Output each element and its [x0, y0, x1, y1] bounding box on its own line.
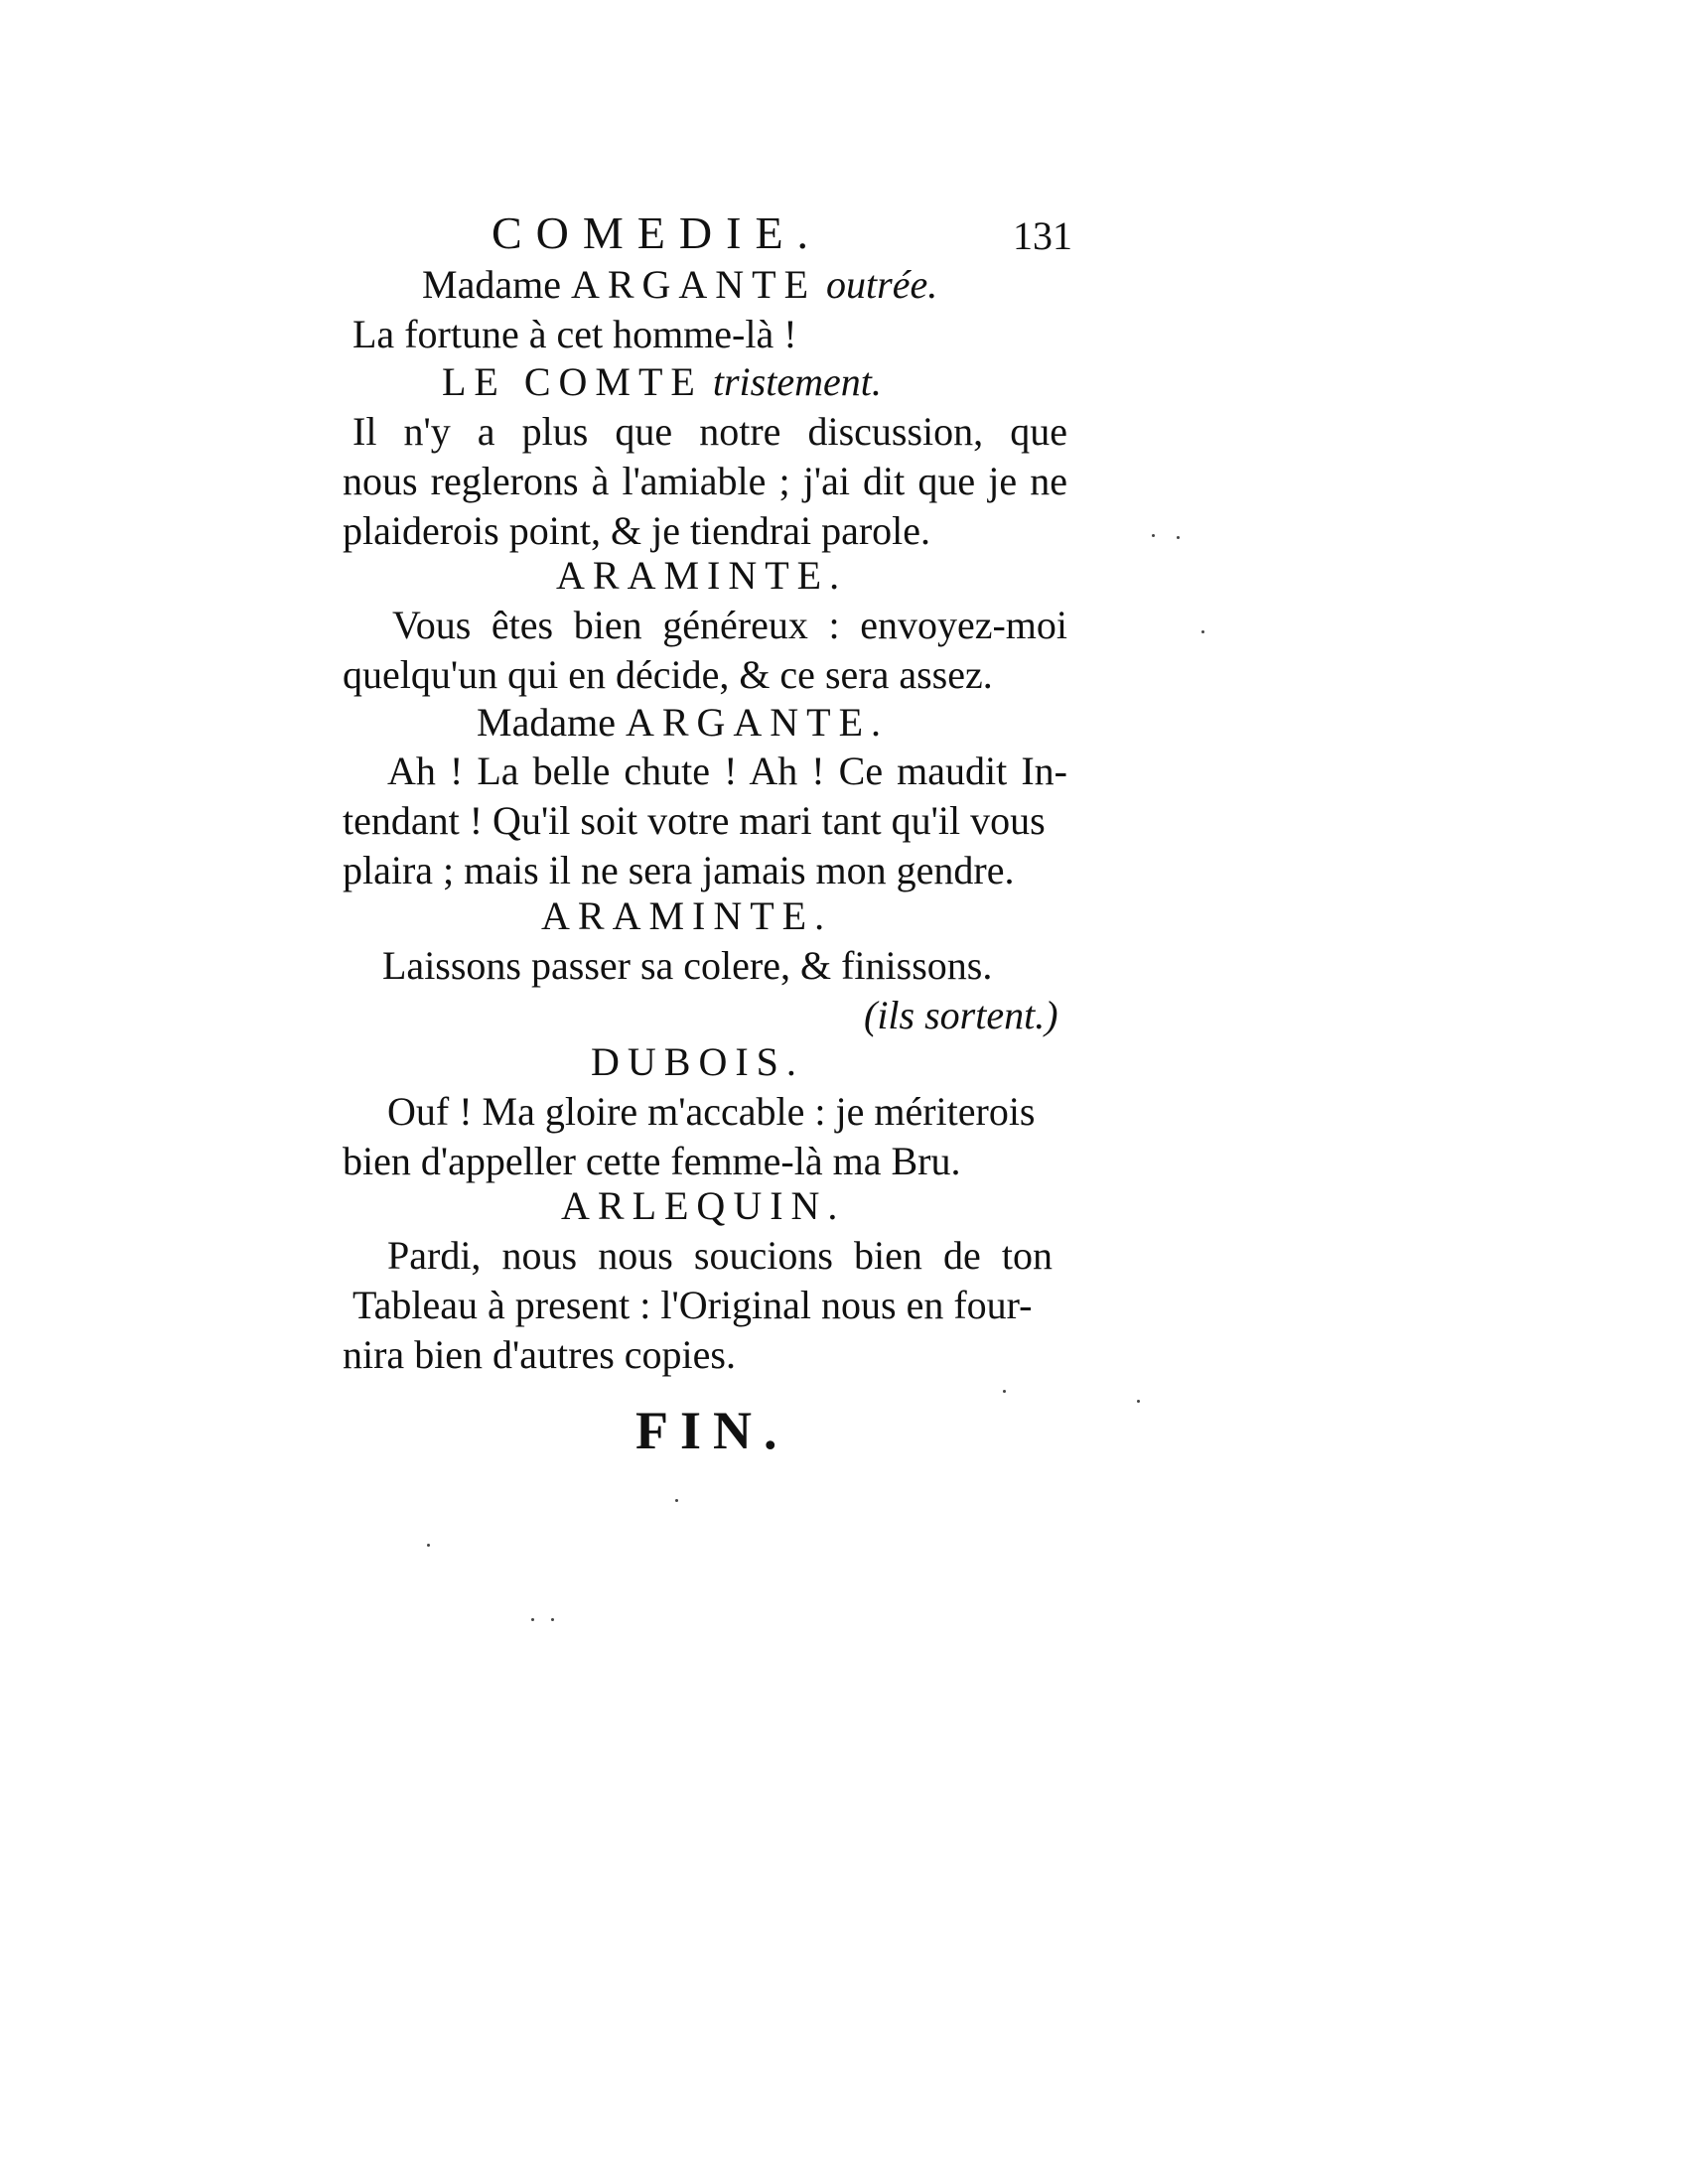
speaker-heading: ARAMINTE. [556, 553, 848, 598]
ink-speck [1201, 630, 1204, 633]
dialogue-line: Ouf ! Ma gloire m'accable : je mériterois [387, 1089, 1036, 1134]
dialogue-line: Pardi, nous nous soucions bien de ton [387, 1233, 1053, 1278]
ink-speck [1152, 534, 1155, 537]
dialogue-line: plaira ; mais il ne sera jamais mon gendre. [343, 848, 1015, 892]
ink-speck [531, 1618, 534, 1621]
ink-speck [1003, 1390, 1006, 1393]
speaker-prefix: Madame [477, 700, 616, 745]
speaker-heading: DUBOIS. [591, 1039, 804, 1084]
dialogue-line: nous reglerons à l'amiable ; j'ai dit que je ne [343, 459, 1067, 503]
ink-speck [427, 1544, 430, 1547]
speaker-prefix: Madame [422, 262, 561, 307]
speaker-name: LE COMTE [442, 359, 703, 404]
dialogue-line: Il n'y a plus que notre discussion, que [352, 409, 1067, 454]
stage-direction: tristement. [712, 359, 882, 404]
speaker-heading [422, 260, 937, 310]
speaker-heading [477, 698, 889, 748]
dialogue-line: Tableau à present : l'Original nous en four- [352, 1283, 1033, 1327]
speaker-name: ARGANTE [570, 262, 817, 307]
dialogue-line: quelqu'un qui en décide, & ce sera assez. [343, 652, 993, 697]
ink-speck [1177, 536, 1180, 539]
play-text [343, 0, 1072, 2184]
dialogue-line: Vous êtes bien généreux : envoyez-moi [392, 603, 1067, 647]
dialogue-line: Ah ! La belle chute ! Ah ! Ce maudit In- [387, 749, 1067, 793]
running-title: COMEDIE. [492, 207, 823, 258]
dialogue-line: nira bien d'autres copies. [343, 1332, 736, 1377]
dialogue-line: La fortune à cet homme-là ! [352, 312, 797, 356]
fin-heading: FIN. [635, 1401, 789, 1460]
speaker-heading: ARAMINTE. [541, 893, 833, 938]
page-number: 131 [1013, 213, 1072, 258]
ink-speck [551, 1618, 554, 1621]
speaker-heading: ARLEQUIN. [561, 1183, 846, 1228]
speaker-heading [442, 357, 882, 407]
dialogue-line: Laissons passer sa colere, & finissons. [382, 943, 993, 988]
stage-direction: (ils sortent.) [864, 993, 1058, 1037]
dialogue-line: bien d'appeller cette femme-là ma Bru. [343, 1139, 961, 1183]
speaker-name: ARGANTE. [625, 700, 890, 745]
dialogue-line: tendant ! Qu'il soit votre mari tant qu'il vous [343, 798, 1046, 843]
stage-direction: outrée. [826, 262, 938, 307]
ink-speck [675, 1499, 678, 1502]
dialogue-line: plaiderois point, & je tiendrai parole. [343, 508, 931, 553]
ink-speck [1137, 1400, 1140, 1403]
